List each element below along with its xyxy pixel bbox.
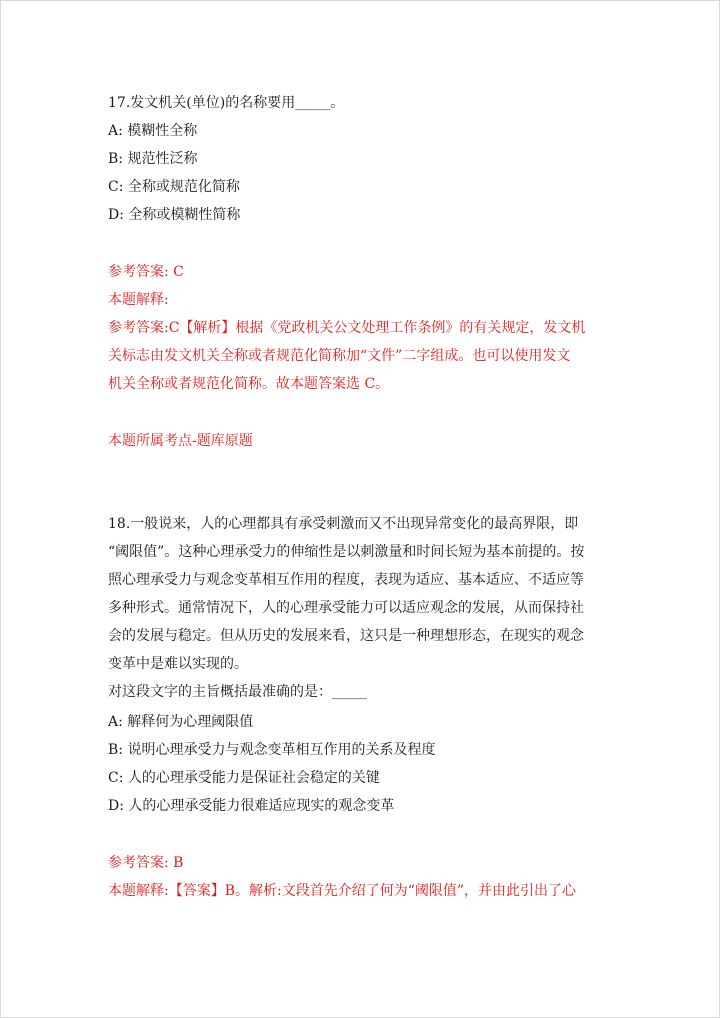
question-18-option-d: D: 人的心理承受能力很难适应现实的观念变革 — [108, 798, 395, 814]
question-18-option-b: B: 说明心理承受力与观念变革相互作用的关系及程度 — [108, 742, 436, 758]
question-17-option-d: D: 全称或模糊性简称 — [108, 207, 241, 223]
question-17-source: 本题所属考点-题库原题 — [108, 433, 253, 449]
question-17-explain-line: 机关全称或者规范化简称。故本题答案选 C。 — [108, 376, 390, 392]
question-17-explain-line: 关标志由发文机关全称或者规范化简称加“文件”二字组成。也可以使用发文 — [108, 348, 571, 364]
question-18-stem-line: “阈限值”。这种心理承受力的伸缩性是以刺激量和时间长短为基本前提的。按 — [108, 544, 585, 560]
question-17-option-b: B: 规范性泛称 — [108, 151, 198, 167]
question-17-explain-label: 本题解释: — [108, 292, 169, 308]
question-18-prompt: 对这段文字的主旨概括最准确的是：_____ — [108, 684, 367, 700]
question-17-stem: 17.发文机关(单位)的名称要用_____。 — [108, 95, 345, 111]
question-17-answer: 参考答案: C — [108, 264, 184, 280]
question-18-stem-line: 变革中是难以实现的。 — [108, 656, 248, 672]
question-18-stem-line: 照心理承受力与观念变革相互作用的程度，表现为适应、基本适应、不适应等 — [108, 572, 584, 588]
question-17-option-c: C: 全称或规范化简称 — [108, 179, 240, 195]
question-18-stem-line: 多种形式。通常情况下，人的心理承受能力可以适应观念的发展，从而保持社 — [108, 600, 584, 616]
question-18-stem-line: 18.一般说来，人的心理都具有承受刺激而又不出现异常变化的最高界限，即 — [108, 516, 579, 532]
question-18-option-c: C: 人的心理承受能力是保证社会稳定的关键 — [108, 770, 380, 786]
question-17-option-a: A: 模糊性全称 — [108, 123, 198, 139]
question-18-explain-line: 本题解释:【答案】B。解析:文段首先介绍了何为“阈限值”，并由此引出了心 — [108, 883, 577, 899]
question-18-option-a: A: 解释何为心理阈限值 — [108, 714, 254, 730]
question-18-stem-line: 会的发展与稳定。但从历史的发展来看，这只是一种理想形态，在现实的观念 — [108, 628, 584, 644]
question-17-explain-line: 参考答案:C【解析】根据《党政机关公文处理工作条例》的有关规定，发文机 — [108, 320, 586, 336]
question-18-answer: 参考答案: B — [108, 855, 184, 871]
